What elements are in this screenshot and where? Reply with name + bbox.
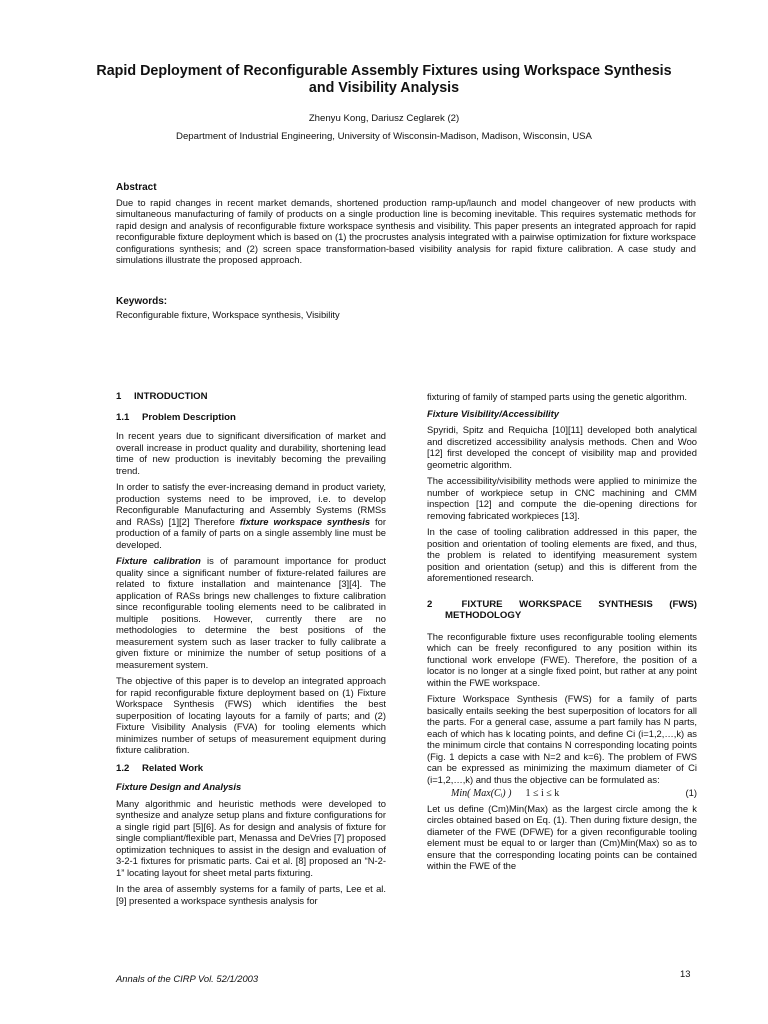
paragraph: fixturing of family of stamped parts using the genetic algorithm. — [427, 391, 688, 402]
paragraph: In the case of tooling calibration addressed in this paper, the position and orientation of tooling elements are fixed, and thus, the problem is related to identifying measurement system position and orientation (setup) and this is different from the aforementioned research. — [427, 526, 697, 583]
keywords-heading: Keywords: — [116, 296, 168, 307]
paragraph: Many algorithmic and heuristic methods were developed to synthesize and analyze setup plans and fixture configurations for a single rigid part [5][6]. As for design and analysis of fixture for single compliant/flexible part, Menassa and DeVries [7] proposed optimization techniques to assist in the design and evaluation of 3-2-1 fixtures for prismatic parts. Cai et al. [8] proposed an “N-2-1” locating layout for sheet metal parts fixturing. — [116, 797, 386, 878]
abstract-heading: Abstract — [116, 182, 157, 193]
paragraph: Let us define (Cm)Min(Max) as the largest circle among the k circles obtained based on Eq. (1). Then during fixture design, the diameter of the FWE (DFWE) for a given reconfigurable tooling element must be equal to or larger than (Cm)Min(Max) so as to ensure that the corresponding locating points can be contained within the FWE of the — [427, 802, 697, 871]
paragraph: The accessibility/visibility methods were applied to minimize the number of workpiece setup in CNC machining and CMM inspection [12] and compute the die-opening directions for removing fabricated workpieces [13]. — [427, 475, 697, 521]
paragraph: In order to satisfy the ever-increasing demand in product variety, production systems need to be improved, i.e. to develop Reconfigurable Manufacturing and Assembly Systems (RMSs and RASs) [1][2] Therefore fixture workspace synthesis for production of a family of parts on a single assembly line must be developed. — [116, 481, 386, 550]
paragraph: In recent years due to significant diversification of market and overall increase in product quality and durability, shortening lead time of new production is inevitably becoming the prevailing trend. — [116, 430, 386, 476]
subsubsection-heading-fixture-visibility: Fixture Visibility/Accessibility — [427, 407, 559, 419]
paragraph: In the area of assembly systems for a family of parts, Lee et al. [9] presented a workspace synthesis analysis for — [116, 883, 386, 906]
paragraph: Spyridi, Spitz and Requicha [10][11] developed both analytical and discretized accessibility analysis methods. Chen and Woo [12] first developed the concept of visibility map and provided geometric algorithm. — [427, 424, 697, 470]
abstract-text: Due to rapid changes in recent market demands, shortened production ramp-up/launch and model changeover of new products with simultaneous manufacturing of family of products on a single production line is becoming inevitable. This requires systematic methods for rapid design and analysis of reconfigurable fixture workspace synthesis and visibility. This paper presents an integrated approach for rapid reconfigurable fixture deployment which is based on (1) the procrustes analysis integrated with a pairwise optimization for fixture workspace configurations synthesis; and (2) screen space transformation-based visibility analysis for rapid fixture calibration. A case study and simulations illustrate the proposed approach. — [116, 197, 696, 266]
journal-footer: Annals of the CIRP Vol. 52/1/2003 — [116, 973, 259, 984]
equation-1: Min( Max(Cᵢ) ) 1 ≤ i ≤ k (1) — [451, 787, 697, 799]
subsubsection-heading-fixture-design: Fixture Design and Analysis — [116, 781, 242, 792]
left-column — [116, 391, 386, 911]
keywords-text: Reconfigurable fixture, Workspace synthesis, Visibility — [116, 309, 340, 320]
page-number: 13 — [680, 968, 691, 979]
paper-affiliation: Department of Industrial Engineering, University of Wisconsin-Madison, Madison, Wisconsin, USA — [176, 131, 592, 142]
paper-title: Rapid Deployment of Reconfigurable Assembly Fixtures using Workspace Synthesis and Visibility Analysis — [96, 63, 672, 96]
subsection-heading-related-work: 1.2 Related Work — [116, 762, 204, 774]
paper-authors: Zhenyu Kong, Dariusz Ceglarek (2) — [308, 113, 460, 124]
paragraph: Fixture calibration is of paramount importance for product quality since a significant number of fixture-related failures are related to fixture installation and maintenance [3][4]. The application of RASs brings new challenges to fixture calibration since reconfigurable tooling elements need to be calibrated in multiple positions. However, currently there are no methodologies to determine the best positions of the measurement system such as laser tracker to fully calibrate a given fixture or minimize the number of setup positions of a measurement system. — [116, 555, 386, 670]
paragraph: The objective of this paper is to develop an integrated approach for rapid reconfigurable fixture deployment based on (1) Fixture Workspace Synthesis (FWS) which identifies the best superposition of locating layouts for a family of parts; and (2) Fixture Visibility Analysis (FVA) for tooling elements which minimizes number of setups of measurement equipment during fixture calibration. — [116, 675, 386, 755]
right-column — [427, 391, 697, 877]
paragraph: Fixture Workspace Synthesis (FWS) for a family of parts basically entails seeking the best superposition of locators for all the parts. For a general case, assume a part family has N parts, each of which has k locating points, and define Ci (i=1,2,…,k) as the minimum circle that contains N corresponding locating points (Fig. 1 depicts a case with N=2 and k=6). The problem of FWS can be expressed as minimizing the maximum diameter of Ci (i=1,2,…,k) and thus the objective can be formulated as: — [427, 693, 697, 785]
subsection-heading-problem-description: 1.1 Problem Description — [116, 411, 236, 423]
section-heading-fws-methodology: 2 FIXTURE WORKSPACE SYNTHESIS (FWS) METHODOLOGY — [427, 598, 697, 621]
paragraph: The reconfigurable fixture uses reconfigurable tooling elements which can be freely reconfigured to any position within its functional work envelope (FWE). Therefore, the position of a locator is no longer at a single fixed point, but rather at any point within the FWE workspace. — [427, 630, 697, 688]
section-heading-introduction: 1 INTRODUCTION — [116, 391, 208, 402]
